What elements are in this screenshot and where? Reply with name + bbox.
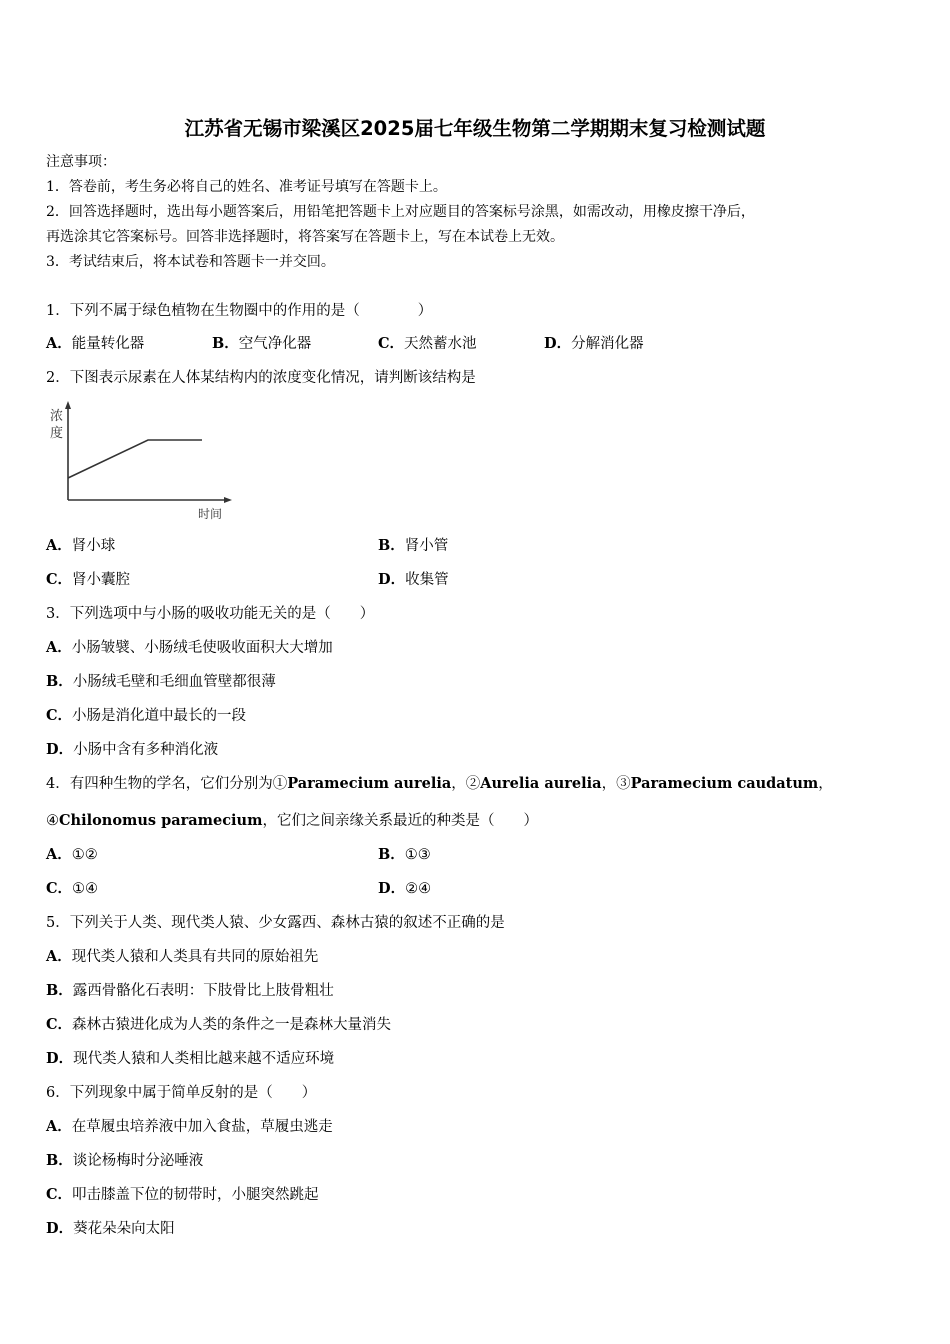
option-label: D． <box>378 880 406 897</box>
option-text: 天然蓄水池 <box>404 336 477 352</box>
question-2-stem: 2．下图表示尿素在人体某结构内的浓度变化情况，请判断该结构是 <box>46 370 476 386</box>
option-text: 在草履虫培养液中加入食盐，草履虫逃走 <box>71 1119 333 1135</box>
y-axis-label-1: 浓 <box>50 409 64 424</box>
option-text: 分解消化器 <box>571 336 644 352</box>
question-1-stem: 1．下列不属于绿色植物在生物圈中的作用的是（ ） <box>46 303 433 319</box>
x-axis-label: 时间 <box>198 507 223 521</box>
question-2-option-c <box>46 570 130 590</box>
option-text: ①④ <box>72 881 99 897</box>
question-6-option-c <box>46 1185 319 1205</box>
species-name-4: Chilonomus paramecium <box>59 812 263 829</box>
question-6-option-b <box>46 1151 203 1171</box>
question-5-stem: 5．下列关于人类、现代类人猿、少女露西、森林古猿的叙述不正确的是 <box>46 915 505 931</box>
option-text: 空气净化器 <box>238 336 312 352</box>
option-label: B． <box>378 846 405 863</box>
option-text: ②④ <box>405 881 432 897</box>
option-label: C． <box>46 571 73 588</box>
notice-item-2-line-1: 2．回答选择题时，选出每小题答案后，用铅笔把答题卡上对应题目的答案标号涂黑，如需改动，用橡皮擦干净后， <box>46 204 755 220</box>
option-text: 小肠是消化道中最长的一段 <box>72 708 247 724</box>
option-text: 小肠中含有多种消化液 <box>73 742 219 758</box>
option-label: B． <box>212 335 239 352</box>
option-text: 森林古猿进化成为人类的条件之一是森林大量消失 <box>72 1017 392 1033</box>
notice-heading: 注意事项： <box>46 154 116 170</box>
stem-text: ，它们之间亲缘关系最近的种类是（ ） <box>262 813 538 829</box>
option-label: A． <box>46 537 72 554</box>
question-4-option-b <box>378 845 431 865</box>
option-label: C． <box>46 1186 73 1203</box>
option-label: D． <box>378 571 406 588</box>
option-label: A． <box>46 948 72 965</box>
option-label: C． <box>378 335 405 352</box>
question-5-option-d <box>46 1049 334 1069</box>
urea-concentration-graph <box>44 398 244 522</box>
option-a <box>46 334 212 354</box>
option-label: B． <box>46 673 73 690</box>
option-text: 现代类人猿和人类具有共同的原始祖先 <box>71 949 319 965</box>
option-text: 葵花朵朵向太阳 <box>73 1221 175 1237</box>
option-label: B． <box>46 1152 73 1169</box>
option-text: 小肠皱襞、小肠绒毛使吸收面积大大增加 <box>71 640 333 656</box>
species-name-3: Paramecium caudatum <box>630 775 819 792</box>
question-3-stem: 3．下列选项中与小肠的吸收功能无关的是（ ） <box>46 606 375 622</box>
option-label: D． <box>46 1220 74 1237</box>
question-3-option-b <box>46 672 276 692</box>
option-text: ①② <box>71 847 98 863</box>
option-b <box>212 334 378 354</box>
question-2-option-d <box>378 570 449 590</box>
option-text: 能量转化器 <box>71 336 145 352</box>
option-text: 叩击膝盖下位的韧带时，小腿突然跳起 <box>72 1187 319 1203</box>
question-5-option-a <box>46 947 318 967</box>
option-text: 小肠绒毛壁和毛细血管壁都很薄 <box>72 674 276 690</box>
question-4-option-c <box>46 879 98 899</box>
question-6-stem: 6．下列现象中属于简单反射的是（ ） <box>46 1085 317 1101</box>
question-4-stem-line-2 <box>46 811 538 831</box>
option-label: B． <box>46 982 73 999</box>
page-title: 江苏省无锡市梁溪区2025届七年级生物第二学期期末复习检测试题 <box>184 117 766 140</box>
question-5-option-b <box>46 981 334 1001</box>
option-label: D． <box>46 1050 74 1067</box>
question-3-option-c <box>46 706 246 726</box>
question-4-option-d <box>378 879 431 899</box>
notice-item-2-line-2: 再选涂其它答案标号。回答非选择题时，将答案写在答题卡上，写在本试卷上无效。 <box>46 229 564 245</box>
option-c <box>378 334 544 354</box>
question-1-options <box>46 334 710 354</box>
separator: ，③ <box>601 776 631 792</box>
option-label: A． <box>46 1118 72 1135</box>
y-axis-arrow <box>65 401 71 409</box>
y-axis-label-2: 度 <box>50 426 64 441</box>
option-label: A． <box>46 846 72 863</box>
option-text: 收集管 <box>405 572 449 588</box>
notice-item-3: 3．考试结束后，将本试卷和答题卡一并交回。 <box>46 254 335 270</box>
option-text: 现代类人猿和人类相比越来越不适应环境 <box>73 1051 335 1067</box>
species-name-2: Aurelia aurelia <box>480 775 602 792</box>
option-label: C． <box>46 880 73 897</box>
question-4-stem-line-1 <box>46 774 833 794</box>
question-6-option-a <box>46 1117 333 1137</box>
option-text: 谈论杨梅时分泌唾液 <box>72 1153 204 1169</box>
separator: ， <box>818 776 833 792</box>
option-label: C． <box>46 1016 73 1033</box>
option-d <box>544 334 710 354</box>
option-text: 肾小球 <box>71 538 116 554</box>
option-label: C． <box>46 707 73 724</box>
x-axis-arrow <box>224 497 232 503</box>
question-4-option-a <box>46 845 98 865</box>
option-label: A． <box>46 639 72 656</box>
stem-text: ④ <box>46 813 59 829</box>
notice-item-1: 1．答卷前，考生务必将自己的姓名、准考证号填写在答题卡上。 <box>46 179 447 195</box>
option-text: 肾小囊腔 <box>72 572 131 588</box>
option-text: 露西骨骼化石表明：下肢骨比上肢骨粗壮 <box>72 983 334 999</box>
option-label: A． <box>46 335 72 352</box>
stem-text: 4．有四种生物的学名，它们分别为① <box>46 776 288 792</box>
option-label: D． <box>544 335 572 352</box>
option-label: D． <box>46 741 74 758</box>
question-5-option-c <box>46 1015 391 1035</box>
option-text: 肾小管 <box>404 538 449 554</box>
question-6-option-d <box>46 1219 175 1239</box>
question-2-option-a <box>46 536 115 556</box>
option-label: B． <box>378 537 405 554</box>
concentration-curve <box>68 440 202 478</box>
separator: ，② <box>451 776 481 792</box>
question-3-option-d <box>46 740 218 760</box>
species-name-1: Paramecium aurelia <box>287 775 452 792</box>
question-3-option-a <box>46 638 333 658</box>
option-text: ①③ <box>404 847 431 863</box>
question-2-option-b <box>378 536 448 556</box>
